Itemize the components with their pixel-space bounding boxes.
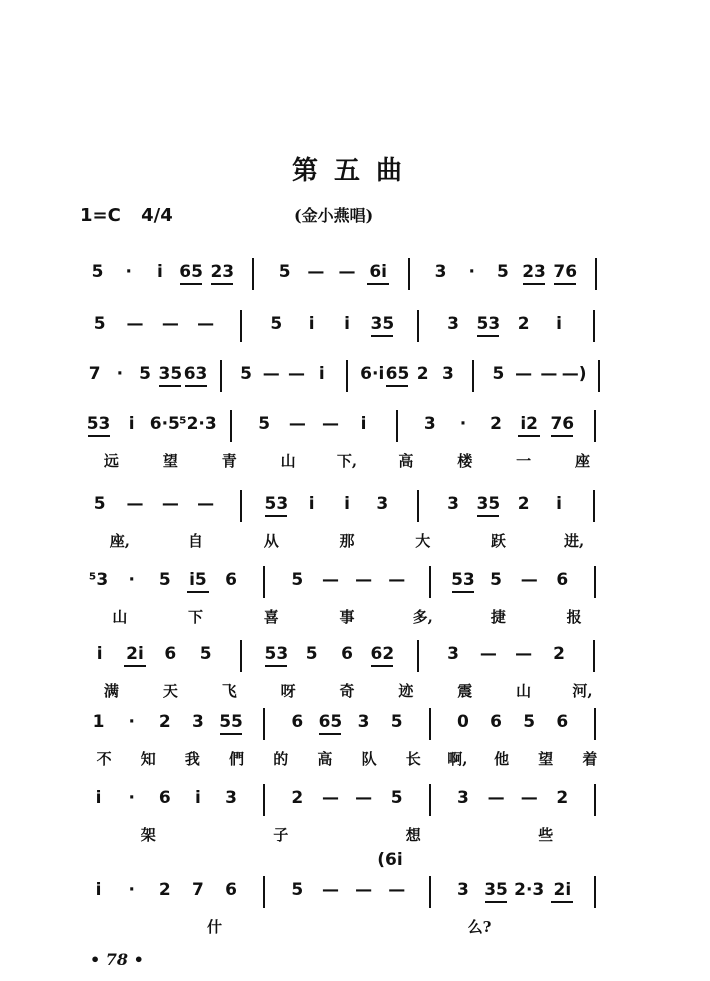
lyric-syllable: 一 <box>516 452 532 470</box>
note: 2 <box>158 880 171 900</box>
note: 35 <box>370 314 395 334</box>
note: — <box>262 364 280 384</box>
barline <box>240 490 242 522</box>
beam-underline <box>159 385 181 387</box>
lyric-syllable: 座 <box>575 452 591 470</box>
lyric-syllable: 山 <box>516 682 532 700</box>
note: 6 <box>291 712 304 732</box>
barline <box>598 360 600 392</box>
note: i <box>195 788 201 808</box>
note: — <box>338 262 356 282</box>
note: · <box>116 364 124 384</box>
note: — <box>288 364 306 384</box>
note: 5 <box>158 570 171 590</box>
note: 5 <box>390 712 403 732</box>
key-signature <box>80 205 173 226</box>
note: 2i <box>553 880 572 900</box>
note: 53 <box>264 644 289 664</box>
note: 5 <box>305 644 318 664</box>
lyric-syllable: 我 <box>184 750 200 768</box>
barline <box>593 640 595 672</box>
lyric-syllable: 从 <box>263 532 279 550</box>
barline <box>417 490 419 522</box>
note: 7 <box>88 364 101 384</box>
note: · <box>128 788 135 808</box>
note: — <box>126 314 144 334</box>
lyric-syllable: 的 <box>273 750 289 768</box>
note: 1 <box>92 712 105 732</box>
note: ⁵3 <box>88 570 109 590</box>
note: 3 <box>442 364 454 384</box>
lyric-syllable: 自 <box>188 532 204 550</box>
barline <box>417 310 419 342</box>
note: 23 <box>210 262 235 282</box>
note: 3 <box>357 712 370 732</box>
note: 5 <box>93 314 106 334</box>
barline <box>594 566 596 598</box>
lyric-syllable: 望 <box>162 452 178 470</box>
beam-underline <box>185 385 207 387</box>
note: — <box>520 788 538 808</box>
barline <box>594 784 596 816</box>
beam-underline <box>477 515 499 517</box>
note: — <box>487 788 505 808</box>
note: 6 <box>225 880 237 900</box>
note: i5 <box>189 570 207 590</box>
note: 62 <box>370 644 395 664</box>
note: i <box>95 788 102 808</box>
barline <box>408 258 410 290</box>
note: i <box>157 262 163 282</box>
note: 65 <box>385 364 410 384</box>
beam-underline <box>485 901 507 903</box>
lyric-syllable: 下, <box>336 452 358 470</box>
barline <box>240 310 242 342</box>
note: 35 <box>484 880 508 900</box>
note: · <box>128 570 135 590</box>
beam-underline <box>452 591 474 593</box>
note: 35 <box>158 364 183 384</box>
lyric-syllable: 河, <box>572 682 593 700</box>
lyric-syllable: 呀 <box>280 682 296 700</box>
lyric-syllable: 捷 <box>490 608 506 626</box>
note: 3 <box>376 494 389 514</box>
note: 6 <box>158 788 171 808</box>
note: 6 <box>556 712 569 732</box>
note: 5 <box>291 570 304 590</box>
note: 76 <box>553 262 578 282</box>
lyric-syllable: 什 <box>206 918 223 936</box>
note: — <box>355 880 373 900</box>
barline <box>252 258 254 290</box>
note: 3 <box>192 712 204 732</box>
lyric-syllable: 奇 <box>339 682 355 700</box>
note: 3 <box>434 262 447 282</box>
note: 6·i <box>360 364 385 384</box>
lyric-syllable: 飞 <box>221 682 237 700</box>
note: i <box>308 494 315 514</box>
barline <box>396 410 398 442</box>
lyric-syllable: 么? <box>467 918 492 936</box>
note: — <box>388 570 406 590</box>
beam-underline <box>319 733 341 735</box>
note: 5 <box>390 788 403 808</box>
lyric-syllable: 震 <box>457 682 473 700</box>
beam-underline <box>551 901 573 903</box>
barline <box>595 258 597 290</box>
barline <box>417 640 419 672</box>
note: 3 <box>457 880 469 900</box>
note: — <box>355 570 373 590</box>
lyric-syllable: 知 <box>140 750 156 768</box>
barline <box>593 310 595 342</box>
note: — <box>321 570 339 590</box>
note: 2 <box>490 414 502 434</box>
lyric-syllable: 架 <box>140 826 156 844</box>
lyric-syllable: 跃 <box>490 532 506 550</box>
lyric-syllable: 座, <box>109 532 130 550</box>
note: 3 <box>447 494 459 514</box>
note: 3 <box>225 788 237 808</box>
lyric-syllable: 啊, <box>447 750 468 768</box>
lyric-syllable: 子 <box>273 826 289 844</box>
barline <box>240 640 242 672</box>
note: 53 <box>476 314 501 334</box>
note: 5 <box>278 262 291 282</box>
note: 65 <box>179 262 203 282</box>
note: i <box>556 494 562 514</box>
note: — <box>197 494 215 514</box>
note: — <box>321 414 339 434</box>
note: 2 <box>158 712 171 732</box>
note: — <box>307 262 325 282</box>
page-title: 第五曲 <box>291 156 418 186</box>
beam-underline <box>220 733 242 735</box>
note: 53 <box>264 494 289 514</box>
note: 6 <box>556 570 569 590</box>
note: 5 <box>258 414 271 434</box>
beam-underline <box>124 665 146 667</box>
note: i <box>318 364 325 384</box>
barline <box>429 708 431 740</box>
barline <box>220 360 222 392</box>
note: · <box>459 414 467 434</box>
lyric-syllable: 队 <box>361 750 377 768</box>
beam-underline <box>371 665 393 667</box>
pickup-notes: (6i <box>377 850 403 870</box>
note: 23 <box>522 262 546 282</box>
lyric-syllable: 高 <box>398 452 414 470</box>
barline <box>429 876 431 908</box>
note: —) <box>561 364 587 384</box>
lyric-syllable: 想 <box>405 826 421 844</box>
lyric-syllable: 报 <box>566 608 582 626</box>
note: 6 <box>225 570 237 590</box>
note: 6 <box>341 644 353 664</box>
lyric-syllable: 望 <box>538 750 554 768</box>
beam-underline <box>371 335 393 337</box>
note: i <box>95 880 102 900</box>
beam-underline <box>187 591 209 593</box>
note: — <box>355 788 373 808</box>
lyric-syllable: 喜 <box>263 608 279 626</box>
beam-underline <box>265 665 287 667</box>
note: — <box>540 364 558 384</box>
note: 35 <box>476 494 501 514</box>
note: — <box>161 494 179 514</box>
note: — <box>388 880 406 900</box>
note: 53 <box>451 570 475 590</box>
note: ⁵2·3 <box>179 414 217 434</box>
barline <box>429 566 431 598</box>
barline <box>263 708 265 740</box>
beam-underline <box>180 283 202 285</box>
note: 2 <box>291 788 304 808</box>
note: 2 <box>517 494 530 514</box>
note: — <box>321 788 339 808</box>
beam-underline <box>518 435 540 437</box>
barline <box>472 360 474 392</box>
note: 76 <box>550 414 575 434</box>
note: 3 <box>457 788 469 808</box>
note: 7 <box>192 880 204 900</box>
note: 5 <box>291 880 304 900</box>
note: — <box>321 880 339 900</box>
note: 5 <box>139 364 152 384</box>
note: 53 <box>86 414 111 434</box>
note: — <box>126 494 144 514</box>
beam-underline <box>523 283 545 285</box>
lyric-syllable: 长 <box>405 750 421 768</box>
barline <box>263 876 265 908</box>
note: — <box>520 570 538 590</box>
note: 3 <box>447 314 459 334</box>
note: 5 <box>270 314 283 334</box>
lyric-syllable: 們 <box>229 750 245 768</box>
lyric-syllable: 进, <box>564 532 585 550</box>
note: 2i <box>126 644 144 664</box>
note: i <box>308 314 315 334</box>
lyric-syllable: 那 <box>339 532 355 550</box>
note: 2·3 <box>514 880 545 900</box>
lyric-syllable: 下 <box>188 608 204 626</box>
lyric-syllable: 多, <box>412 608 433 626</box>
note: 0 <box>457 712 469 732</box>
barline <box>346 360 348 392</box>
note: — <box>479 644 497 664</box>
note: 2 <box>416 364 429 384</box>
note: · <box>125 262 132 282</box>
note: 6 <box>490 712 502 732</box>
lyric-syllable: 山 <box>112 608 128 626</box>
note: i <box>360 414 367 434</box>
note: i2 <box>520 414 539 434</box>
barline <box>594 876 596 908</box>
lyric-syllable: 不 <box>96 750 112 768</box>
note: · <box>128 880 135 900</box>
note: 5 <box>91 262 104 282</box>
lyric-syllable: 些 <box>538 826 554 844</box>
barline <box>230 410 232 442</box>
lyric-syllable: 远 <box>103 452 119 470</box>
note: 2 <box>556 788 569 808</box>
beam-underline <box>367 283 389 285</box>
page-number: • 78 • <box>90 950 144 969</box>
lyric-syllable: 满 <box>103 682 119 700</box>
beam-underline <box>88 435 110 437</box>
note: 5 <box>523 712 536 732</box>
lyric-syllable: 大 <box>415 532 431 550</box>
barline <box>263 566 265 598</box>
lyric-syllable: 事 <box>339 608 355 626</box>
barline <box>594 708 596 740</box>
note: i <box>96 644 103 664</box>
note: 5 <box>199 644 212 664</box>
note: 5 <box>93 494 106 514</box>
note: 3 <box>447 644 459 664</box>
singer-label: (金小燕唱) <box>294 206 374 225</box>
barline <box>593 490 595 522</box>
note: 3 <box>423 414 436 434</box>
note: 2 <box>517 314 530 334</box>
beam-underline <box>551 435 573 437</box>
note: i <box>344 494 350 514</box>
key-value: 1=C <box>80 205 121 226</box>
barline <box>263 784 265 816</box>
note: 5 <box>240 364 252 384</box>
lyric-syllable: 青 <box>221 452 237 470</box>
barline <box>429 784 431 816</box>
note: 6i <box>369 262 387 282</box>
beam-underline <box>477 335 499 337</box>
lyric-syllable: 天 <box>162 682 178 700</box>
lyric-syllable: 楼 <box>457 452 473 470</box>
lyric-syllable: 高 <box>317 750 333 768</box>
note: — <box>515 364 533 384</box>
note: i <box>556 314 562 334</box>
lyric-syllable: 他 <box>494 750 510 768</box>
lyric-syllable: 山 <box>280 452 296 470</box>
note: 65 <box>318 712 343 732</box>
note: 6·5 <box>149 414 180 434</box>
note: 5 <box>496 262 509 282</box>
beam-underline <box>211 283 233 285</box>
note: 5 <box>492 364 505 384</box>
lyric-syllable: 迹 <box>398 682 414 700</box>
note: 2 <box>553 644 565 664</box>
time-signature: 4/4 <box>141 205 173 226</box>
note: 6 <box>164 644 177 664</box>
beam-underline <box>386 385 408 387</box>
lyric-syllable: 着 <box>582 750 598 768</box>
note: i <box>128 414 135 434</box>
note: — <box>161 314 179 334</box>
beam-underline <box>265 515 287 517</box>
note: · <box>128 712 135 732</box>
note: 55 <box>219 712 243 732</box>
note: — <box>197 314 215 334</box>
note: · <box>468 262 475 282</box>
note: 63 <box>183 364 208 384</box>
note: 5 <box>490 570 502 590</box>
note: — <box>515 644 533 664</box>
barline <box>594 410 596 442</box>
note: — <box>288 414 306 434</box>
note: i <box>344 314 350 334</box>
beam-underline <box>554 283 576 285</box>
